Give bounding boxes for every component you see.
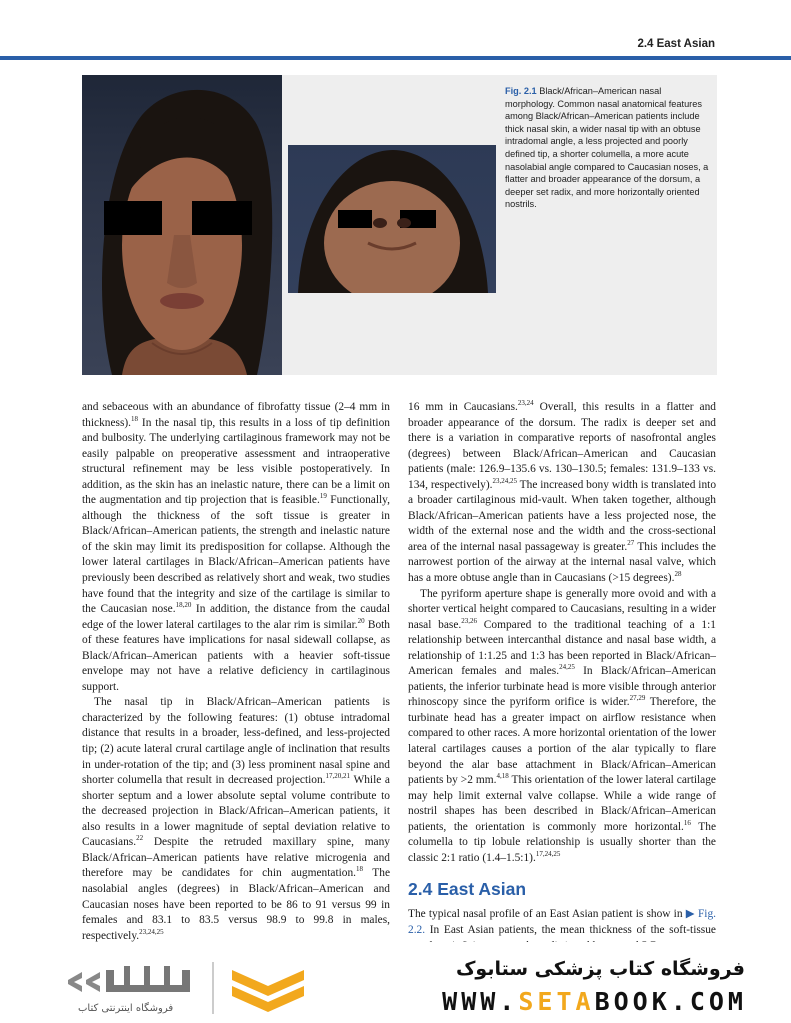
basal-view-photo — [288, 145, 496, 293]
citation: 22 — [136, 834, 144, 843]
paragraph — [408, 587, 716, 867]
text-run: The columella to tip lobule relationship is usually shorter than the classic 2:1 ratio (1.4–1.5:1). — [408, 820, 716, 864]
footer-url[interactable] — [442, 987, 747, 1016]
paragraph — [82, 400, 390, 695]
figure-reference-link[interactable]: ▶ Fig. 2.2. — [408, 908, 716, 936]
figure-caption — [505, 85, 710, 211]
text-run: Both of these features have implications for nasal sidewall collapse, as Black/African–American patients with a heavier soft-tissue envelope may not have a relative deficiency in cartilaginous support. — [82, 618, 390, 693]
footer-url-accent: SETA — [518, 987, 595, 1016]
citation: 27 — [627, 539, 635, 548]
text-run: Functionally, although the thickness of the soft tissue is greater in Black/African–American patients, the strength and inelastic nature of the skin may limit its predisposition for collapse. Although the lower lateral cartilages in Black/African–American patients have previously been described as relatively short and weak, two studies have found that the integrity and size of the cartilage is similar to the Caucasian nose. — [82, 494, 390, 616]
figure-label: Fig. 2.1 — [505, 86, 537, 96]
citation: 17,20,21 — [325, 772, 351, 781]
frontal-face-photo — [82, 75, 282, 375]
figure-caption-text: Black/African–American nasal morphology. Common nasal anatomical features among Black/African–American patients include thick nasal skin, a wider nasal tip with an obtuse intradomal angle, a less projected and poorly defined tip, a shorter columella, a more acute nasolabial angle compared to Caucasian noses, a flatter and broader appearance of the dorsum, a deeper set radix, and more horizontally oriented nostrils. — [505, 86, 709, 210]
citation: 28 — [674, 570, 682, 579]
text-run: This includes the narrowest portion of the airway at the internal nasal valve, which has a more obtuse angle than in Caucasians (>15 degrees). — [408, 540, 716, 585]
citation: 17,24,25 — [535, 850, 561, 859]
text-run: In addition, the distance from the caudal edge of the lower lateral cartilages to the alar rim is similar. — [82, 603, 390, 631]
frontal-face-illustration — [82, 75, 282, 375]
citation: 16 — [683, 818, 691, 827]
footer-url-suffix: BOOK.COM — [594, 987, 747, 1016]
footer-shop-name: فروشگاه کتاب پزشکی ستابوک — [455, 958, 745, 980]
citation: 27,29 — [629, 694, 646, 703]
citation: 23,24,25 — [139, 927, 164, 936]
text-run: The increased bony width is translated into a broader cartilaginous mid-vault. When taken together, although Black/African–American patients have a less projected nose, the width of the external nose and the width and the cross-sectional area of the internal nasal passageway is greater. — [408, 478, 717, 553]
citation: 23,26 — [461, 616, 478, 625]
logo-tagline: فروشگاه اینترنتی کتاب — [78, 1003, 174, 1014]
text-run: In the nasal tip, this results in a loss of tip definition and bulbosity. The underlying cartilaginous framework may not be easily palpable on preoperative assessment and intraoperative structural refinement may be less visible postoperatively. In addition, as the skin has an inelastic nature, there can be a limit on the augmentation and tip projection that is feasible. — [82, 416, 390, 507]
text-run: The nasal tip in Black/African–American patients is characterized by the following features: (1) obtuse intradomal distance that results in a broader, less-defined, and less-projected tip; (2) acute lateral crural cartilage angle of inclination that results in under-rotation of the tip; and (3) less prominent nasal spine and shorter columella that result in decreased projection. — [82, 696, 390, 787]
text-run: The nasolabial angles (degrees) in Black/African–American and Caucasian noses have been reported to be 86 to 91 versus 99 in females and 83.1 to 83.5 versus 98.9 to 99.8 in males, respectively. — [82, 867, 390, 942]
text-run: This orientation of the lower lateral cartilage may help limit external valve collapse. While a wide range of nostril shapes has been described in Black/African–American patients, the orientation is commonly more horizontal. — [408, 774, 716, 833]
paragraph — [82, 695, 390, 944]
footer-url-prefix: WWW. — [442, 987, 519, 1016]
citation: 18,20 — [175, 601, 192, 610]
section-heading: 2.4 East Asian — [408, 879, 527, 900]
text-run: Overall, this results in a flatter and broader appearance of the dorsum. The radix is deeper set and there is a variation in comparative reports of nasofrontal angles (degrees) between Black/African–American and Caucasian patients (male: 126.9–135.6 vs. 130–130.5; females: 131.9–133 vs. 134, respectively). — [408, 401, 716, 491]
text-run: and sebaceous with an abundance of fibrofatty tissue (2–4 mm in thickness). — [82, 401, 390, 429]
citation: 24,25 — [559, 663, 575, 672]
text-run: Therefore, the turbinate head has a greater impact on airflow resistance when compared to other races. A more horizontal orientation of the lower lateral cartilages causes a portion of the alar typically to flare beyond the alar base attachment in Black/African–American patients by >2 mm. — [408, 696, 716, 787]
text-run: Despite the retruded maxillary spine, many Black/African–American patients have relative microgenia and therefore may be candidates for chin augmentation. — [82, 836, 390, 880]
text-run: The typical nasal profile of an East Asian patient is show in — [408, 908, 686, 921]
citation: 23,24,25 — [492, 476, 517, 485]
text-run: While a shorter septum and a lower absolute septal volume contribute to the decreased projection in Black/African–American patients, it also results in a lower magnitude of septal deviation relative to Caucasians. — [82, 774, 390, 849]
body-column-right — [408, 400, 716, 954]
citation: 4,18 — [496, 772, 509, 781]
running-head: 2.4 East Asian — [637, 38, 715, 50]
citation: 23,24 — [517, 399, 534, 408]
text-run: In Black/African–American patients, the inferior turbinate head is more visible through anterior rhinoscopy since the pyriform orifice is wider. — [408, 665, 716, 709]
basal-view-illustration — [288, 145, 496, 293]
body-column-left — [82, 400, 390, 991]
citation: 19 — [319, 492, 327, 501]
text-run: Compared to the traditional teaching of a 1:1 relationship between intercanthal distance and nasal base width, a relationship of 1:1.25 and 1:3 has been reported in Black/African–American females and males. — [408, 618, 716, 678]
text-run: The pyriform aperture shape is generally more ovoid and with a shorter vertical height compared to Caucasians, resulting in a wider nasal base. — [408, 587, 716, 631]
header-rule — [0, 56, 791, 60]
text-run: 16 mm in Caucasians. — [408, 401, 518, 413]
text-run: In East Asian patients, the mean thickness of the soft-tissue — [429, 923, 716, 936]
citation: 18 — [356, 865, 364, 874]
paragraph — [408, 400, 716, 587]
citation: 18 — [131, 414, 139, 423]
citation: 20 — [357, 616, 365, 625]
